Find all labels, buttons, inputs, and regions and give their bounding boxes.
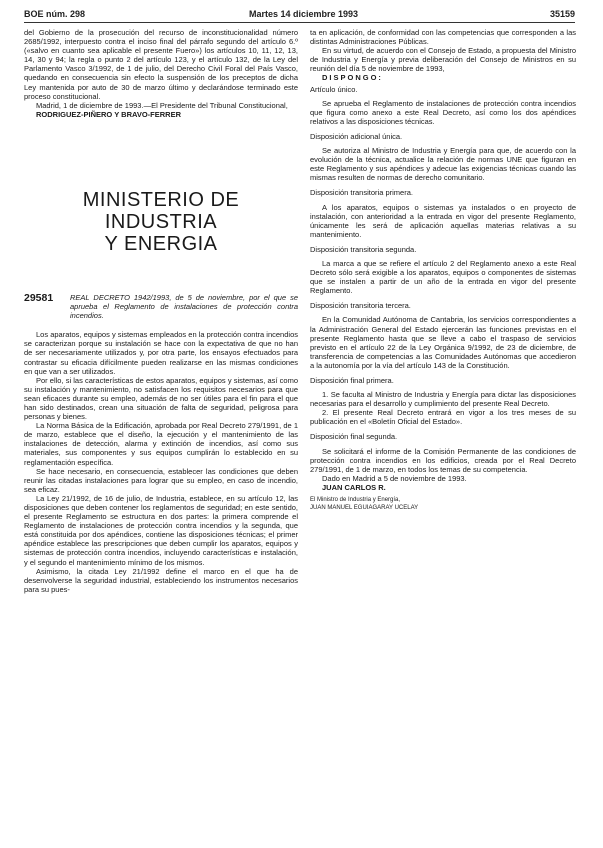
paragraph: Madrid, 1 de diciembre de 1993.—El Presidente del Tribunal Constitucional,	[36, 100, 288, 110]
paragraph: 1. Se faculta al Ministro de Industria y Energía para dictar las disposiciones necesarias para el desarrollo y cumplimiento del presente Real Decreto.	[310, 390, 576, 409]
section-heading: Disposición transitoria tercera.	[310, 301, 411, 311]
dispongo-heading: DISPONGO:	[322, 73, 383, 83]
paragraph: Se solicitará el informe de la Comisión Permanente de las condiciones de protección contra incendios en los edificios, creada por el Real Decreto 279/1991, de 1 de marzo, en todos los temas de su competencia.	[310, 446, 576, 474]
section-heading: Disposición adicional única.	[310, 131, 403, 141]
dated-line: Dado en Madrid a 5 de noviembre de 1993.	[322, 473, 467, 483]
paragraph: Asimismo, la citada Ley 21/1992 define el marco en el que ha de desenvolverse la seguridad industrial, estableciendo los instrumentos necesarios para su pues-	[24, 566, 298, 594]
paragraph: Los aparatos, equipos y sistemas empleados en la protección contra incendios se caracterizan porque su instalación se hace con la expectativa de que no han de ser necesariamente utilizados y, por otra parte, los ensayos efectuados para contrastar su eficacia difícilmente pueden realizarse en las mismas condiciones en que van a ser utilizados.	[24, 330, 298, 376]
paragraph: Por ello, si las características de estos aparatos, equipos y sistemas, así como su instalación y mantenimiento, no satisfacen los requisitos necesarios para que sean eficaces durante su empleo, además de no ser útiles para el fin para el que han sido destinados, crean una situación de falta de seguridad, peligrosa para personas y bienes.	[24, 375, 298, 422]
bulletin-number: BOE núm. 298	[24, 9, 86, 19]
paragraph: Se hace necesario, en consecuencia, establecer las condiciones que deben reunir las citadas instalaciones para lograr que su empleo, en caso de incendio, sea eficaz.	[24, 466, 298, 494]
paragraph: En la Comunidad Autónoma de Cantabria, los servicios correspondientes a la Administración General del Estado ejercerán las funciones previstas en el presente Reglamento hasta que se lleve a cabo el traspaso de servicios previsto en el artículo 22 de la Ley Orgánica 9/1992, de 23 de diciembre, de transferencia de competencias a las Comunidades Autónomas que accedieron a la autonomía por la vía del artículo 143 de la Constitución.	[310, 315, 576, 370]
decree-number: 29581	[24, 291, 54, 304]
section-heading: Artículo único.	[310, 84, 358, 94]
paragraph: del Gobierno de la prosecución del recurso de inconstitucionalidad número 2685/1992, interpuesto contra el inciso final del párrafo segundo del artículo 6.º («salvo en cuanto sea aplicable el presente Fuero») los artículos 10, 11, 12, 13, 14, 30 y 94; la regla o punto 2 del artículo 123, y el artículo 132, de la Ley del Parlamento Vasco 3/1992, de 1 de julio, del Derecho Civil Foral del País Vasco, quedando en consecuencia sin efecto la suspensión de los preceptos de dicha Ley mantenida por auto de 30 de marzo último y declarándose terminado este proceso constitucional.	[24, 28, 298, 101]
paragraph: La marca a que se refiere el artículo 2 del Reglamento anexo a este Real Decreto sólo será exigible a los aparatos, equipos o componentes de sistemas que se instalen a partir de un año de la entrada en vigor del presente Reglamento.	[310, 258, 576, 296]
paragraph: En su virtud, de acuerdo con el Consejo de Estado, a propuesta del Ministro de Industria y Energía y previa deliberación del Consejo de Ministros en su reunión del día 5 de noviembre de 1993,	[310, 46, 576, 74]
section-heading: Disposición final primera.	[310, 376, 394, 385]
header-rule	[24, 22, 575, 23]
section-heading: Disposición transitoria segunda.	[310, 244, 417, 254]
king-signature: JUAN CARLOS R.	[322, 482, 386, 492]
page-header	[24, 9, 575, 21]
ministry-heading-line2: Y ENERGIA	[104, 232, 218, 255]
right-column	[310, 28, 576, 512]
minister-name: JUAN MANUEL EGUIAGARAY UCELAY	[310, 505, 419, 512]
section-heading: Disposición transitoria primera.	[310, 188, 413, 198]
paragraph: Se autoriza al Ministro de Industria y Energía para que, de acuerdo con la evolución de la técnica, actualice la relación de normas UNE que figuran en este Reglamento y sus apéndices y adecue las exigencias técnicas cuando las mismas resulten de normas de derecho comunitario.	[310, 146, 576, 183]
left-column	[24, 28, 298, 594]
paragraph: La Norma Básica de la Edificación, aprobada por Real Decreto 279/1991, de 1 de marzo, establece que el diseño, la ejecución y el mantenimiento de las instalaciones de detección, alarma y extinción de incendios, así como sus materiales, sus componentes y sus equipos cumplirán lo establecido en su reglamentación específica.	[24, 421, 298, 467]
decree-heading	[24, 293, 298, 320]
paragraph: ta en aplicación, de conformidad con las competencias que corresponden a las distintas Administraciones Públicas.	[310, 28, 576, 47]
signature: RODRIGUEZ-PIÑERO Y BRAVO-FERRER	[36, 109, 182, 119]
issue-date: Martes 14 diciembre 1993	[249, 9, 359, 19]
paragraph: La Ley 21/1992, de 16 de julio, de Industria, establece, en su artículo 12, las disposiciones que deben contener los reglamentos de seguridad; en este sentido, el presente Reglamento se estructura en dos partes: la primera comprende el Reglamento de instalaciones de protección contra incendios y la segunda, que está constituida por dos apéndices, contiene las disposiciones técnicas; el primer apéndice establece las prescripciones que deben cumplir los aparatos, equipos y sistemas de protección contra incendios, incluyendo características e instalación, y el segundo el mantenimiento mínimo de los mismos.	[24, 493, 298, 567]
paragraph: Se aprueba el Reglamento de instalaciones de protección contra incendios que figura como anexo a este Real Decreto, así como los dos apéndices relativos a las disposiciones técnicas.	[310, 98, 576, 126]
decree-title: REAL DECRETO 1942/1993, de 5 de noviembre, por el que se aprueba el Reglamento de instalaciones de protección contra incendios.	[70, 292, 298, 321]
paragraph: A los aparatos, equipos o sistemas ya instalados o en proyecto de instalación, con anterioridad a la entrada en vigor del presente Reglamento, únicamente les será de aplicación aquellas materias relativas a su mantenimiento.	[310, 202, 576, 239]
minister-title: El Ministro de Industria y Energía,	[310, 497, 401, 504]
ministry-heading: MINISTERIO DE INDUSTRIA	[82, 188, 240, 233]
paragraph: 2. El presente Real Decreto entrará en vigor a los tres meses de su publicación en el «Boletín Oficial del Estado».	[310, 408, 576, 427]
page-number: 35159	[549, 9, 575, 19]
section-heading: Disposición final segunda.	[310, 432, 398, 442]
